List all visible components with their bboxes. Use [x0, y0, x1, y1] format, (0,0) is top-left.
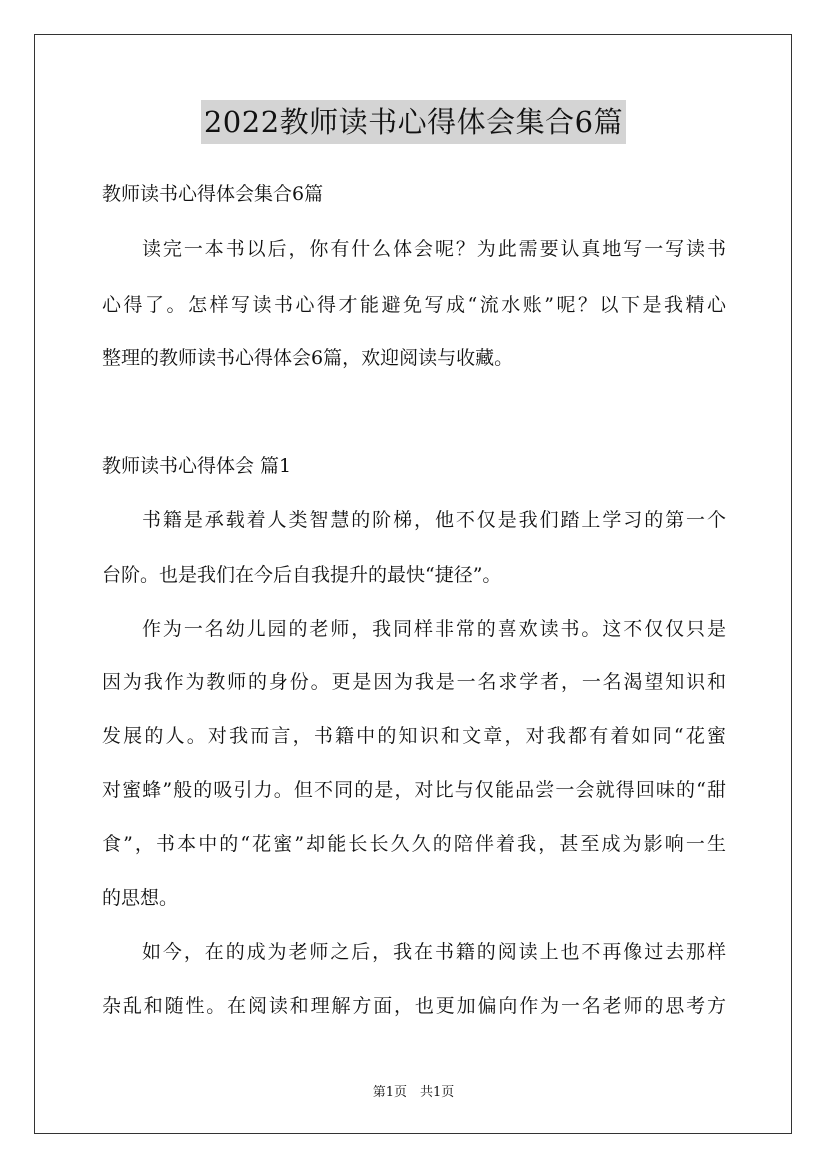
paragraph-2-line-1: 作为一名幼儿园的老师，我同样非常的喜欢读书。这不仅仅只是 — [142, 618, 726, 640]
intro-line-2: 心得了。怎样写读书心得才能避免写成“流水账”呢？以下是我精心 — [102, 294, 726, 316]
intro-line-3: 整理的教师读书心得体会6篇，欢迎阅读与收藏。 — [102, 347, 514, 369]
title-block — [0, 100, 827, 144]
intro-line-1: 读完一本书以后，你有什么体会呢？为此需要认真地写一写读书 — [142, 238, 726, 260]
section-heading: 教师读书心得体会 篇1 — [102, 455, 292, 477]
page-footer: 第1页 共1页 — [372, 1085, 455, 1100]
paragraph-2-line-3: 发展的人。对我而言，书籍中的知识和文章，对我都有着如同“花蜜 — [102, 725, 726, 747]
paragraph-2-line-6: 的思想。 — [102, 887, 179, 909]
paragraph-3-line-2: 杂乱和随性。在阅读和理解方面，也更加偏向作为一名老师的思考方 — [102, 995, 726, 1017]
document-subtitle: 教师读书心得体会集合6篇 — [102, 183, 324, 205]
paragraph-1-line-1: 书籍是承载着人类智慧的阶梯，他不仅是我们踏上学习的第一个 — [142, 509, 726, 531]
document-title: 2022教师读书心得体会集合6篇 — [201, 100, 626, 144]
paragraph-3-line-1: 如今，在的成为老师之后，我在书籍的阅读上也不再像过去那样 — [142, 941, 726, 963]
paragraph-2-line-2: 因为我作为教师的身份。更是因为我是一名求学者，一名渴望知识和 — [102, 671, 726, 693]
paragraph-2-line-5: 食”，书本中的“花蜜”却能长长久久的陪伴着我，甚至成为影响一生 — [102, 833, 726, 855]
paragraph-1-line-2: 台阶。也是我们在今后自我提升的最快“捷径”。 — [102, 564, 502, 586]
paragraph-2-line-4: 对蜜蜂”般的吸引力。但不同的是，对比与仅能品尝一会就得回味的“甜 — [102, 779, 726, 801]
